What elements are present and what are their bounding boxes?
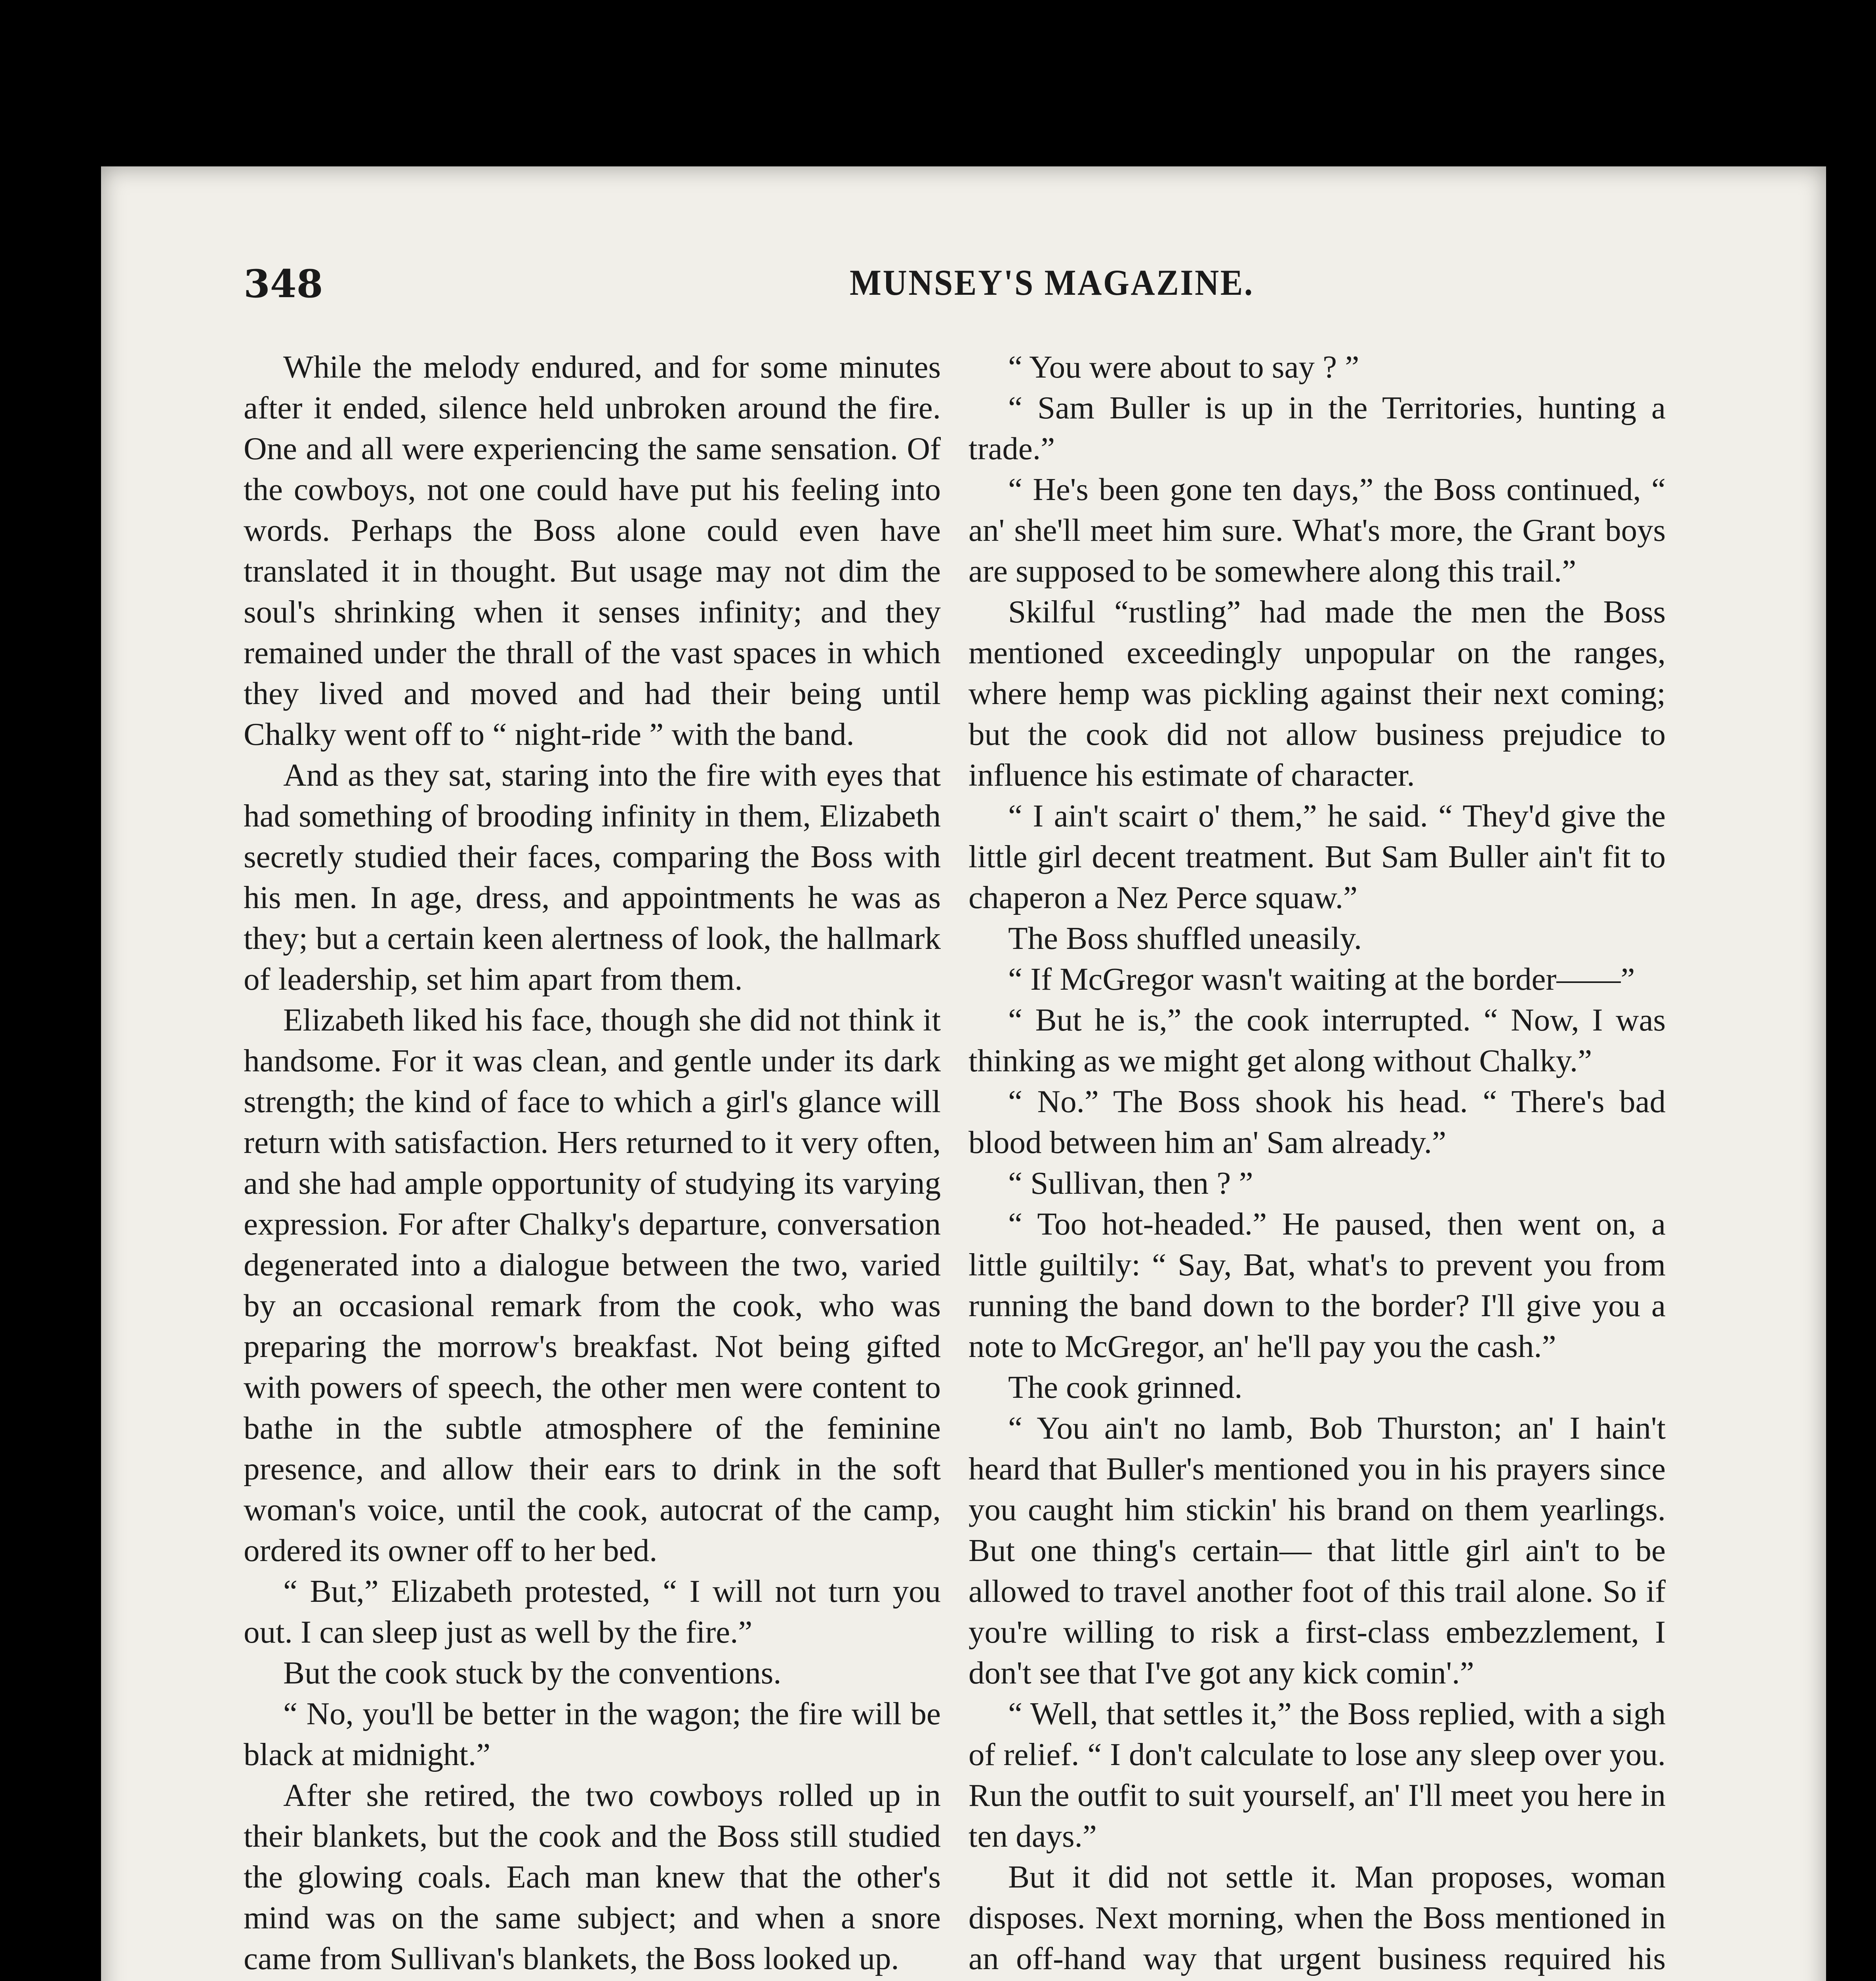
page-header	[244, 261, 1769, 313]
paragraph: “ Too hot-headed.” He paused, then went on, a little guiltily: “ Say, Bat, what's to prevent you from running the band down to the border? I'll give you a note to McGregor, an' he'll pay you the cash.”	[969, 1206, 1666, 1364]
left-column	[244, 347, 941, 1979]
magazine-page	[101, 166, 1826, 1981]
paragraph: “ No.” The Boss shook his head. “ There's bad blood between him an' Sam already.”	[969, 1084, 1666, 1160]
paragraph: “ But,” Elizabeth protested, “ I will not turn you out. I can sleep just as well by the fire.”	[244, 1573, 941, 1650]
paragraph: The Boss shuffled uneasily.	[1008, 920, 1362, 956]
paragraph: While the melody endured, and for some minutes after it ended, silence held unbroken around the fire. One and all were experiencing the same sensation. Of the cowboys, not one could have put his feeling into words. Perhaps the Boss alone could even have translated it in thought. But usage may not dim the soul's shrinking when it senses infinity; and they remained under the thrall of the vast spaces in which they lived and moved and had their being until Chalky went off to “ night-ride ” with the band.	[244, 349, 941, 752]
paragraph: “ Well, that settles it,” the Boss replied, with a sigh of relief. “ I don't calculate to lose any sleep over you. Run the outfit to suit yourself, an' I'll meet you here in ten days.”	[969, 1696, 1666, 1854]
paragraph: Elizabeth liked his face, though she did not think it handsome. For it was clean, and gentle under its dark strength; the kind of face to which a girl's glance will return with satisfaction. Hers returned to it very often, and she had ample opportunity of studying its varying expression. For after Chalky's departure, conversation degenerated into a dialogue between the two, varied by an occasional remark from the cook, who was preparing the morrow's breakfast. Not being gifted with powers of speech, the other men were content to bathe in the subtle atmosphere of the feminine presence, and allow their ears to drink in the soft woman's voice, until the cook, autocrat of the camp, ordered its owner off to her bed.	[244, 1002, 941, 1568]
paragraph: “ If McGregor wasn't waiting at the border——”	[1008, 961, 1635, 997]
running-head: MUNSEY'S MAGAZINE.	[850, 262, 1254, 303]
paragraph: “ I ain't scairt o' them,” he said. “ They'd give the little girl decent treatment. But Sam Buller ain't fit to chaperon a Nez Perce squaw.”	[969, 798, 1666, 915]
paragraph: “ You were about to say ? ”	[1008, 349, 1359, 385]
paragraph: But it did not settle it. Man proposes, woman disposes. Next morning, when the Boss mentioned in an off-hand way that urgent business required his	[969, 1859, 1666, 1976]
paragraph: And as they sat, staring into the fire with eyes that had something of brooding infinity in them, Elizabeth secretly studied their faces, comparing the Boss with his men. In age, dress, and appointments he was as they; but a certain keen alertness of look, the hallmark of leadership, set him apart from them.	[244, 757, 941, 997]
paragraph: “ You ain't no lamb, Bob Thurston; an' I hain't heard that Buller's mentioned you in his prayers since you caught him stickin' his brand on them yearlings. But one thing's certain— that little girl ain't to be allowed to travel another foot of this trail alone. So if you're willing to risk a first-class embezzlement, I don't see that I've got any kick comin'.”	[969, 1410, 1666, 1691]
right-column	[969, 347, 1666, 1981]
paragraph: “ But he is,” the cook interrupted. “ Now, I was thinking as we might get along without Chalky.”	[969, 1002, 1666, 1078]
paragraph: “ Sullivan, then ? ”	[1008, 1165, 1253, 1201]
paragraph: The cook grinned.	[1008, 1369, 1243, 1405]
paragraph: After she retired, the two cowboys rolled up in their blankets, but the cook and the Boss still studied the glowing coals. Each man knew that the other's mind was on the same subject; and when a snore came from Sullivan's blankets, the Boss looked up.	[244, 1777, 941, 1976]
paragraph: But the cook stuck by the conventions.	[283, 1655, 782, 1691]
page-number: 348	[244, 261, 323, 306]
paragraph: “ Sam Buller is up in the Territories, hunting a trade.”	[969, 390, 1666, 466]
paragraph: “ No, you'll be better in the wagon; the fire will be black at midnight.”	[244, 1696, 941, 1772]
paragraph: “ He's been gone ten days,” the Boss continued, “ an' she'll meet him sure. What's more, the Grant boys are supposed to be somewhere along this trail.”	[969, 471, 1666, 589]
paragraph: Skilful “rustling” had made the men the Boss mentioned exceedingly unpopular on the ranges, where hemp was pickling against their next coming; but the cook did not allow business prejudice to influence his estimate of character.	[969, 594, 1666, 793]
